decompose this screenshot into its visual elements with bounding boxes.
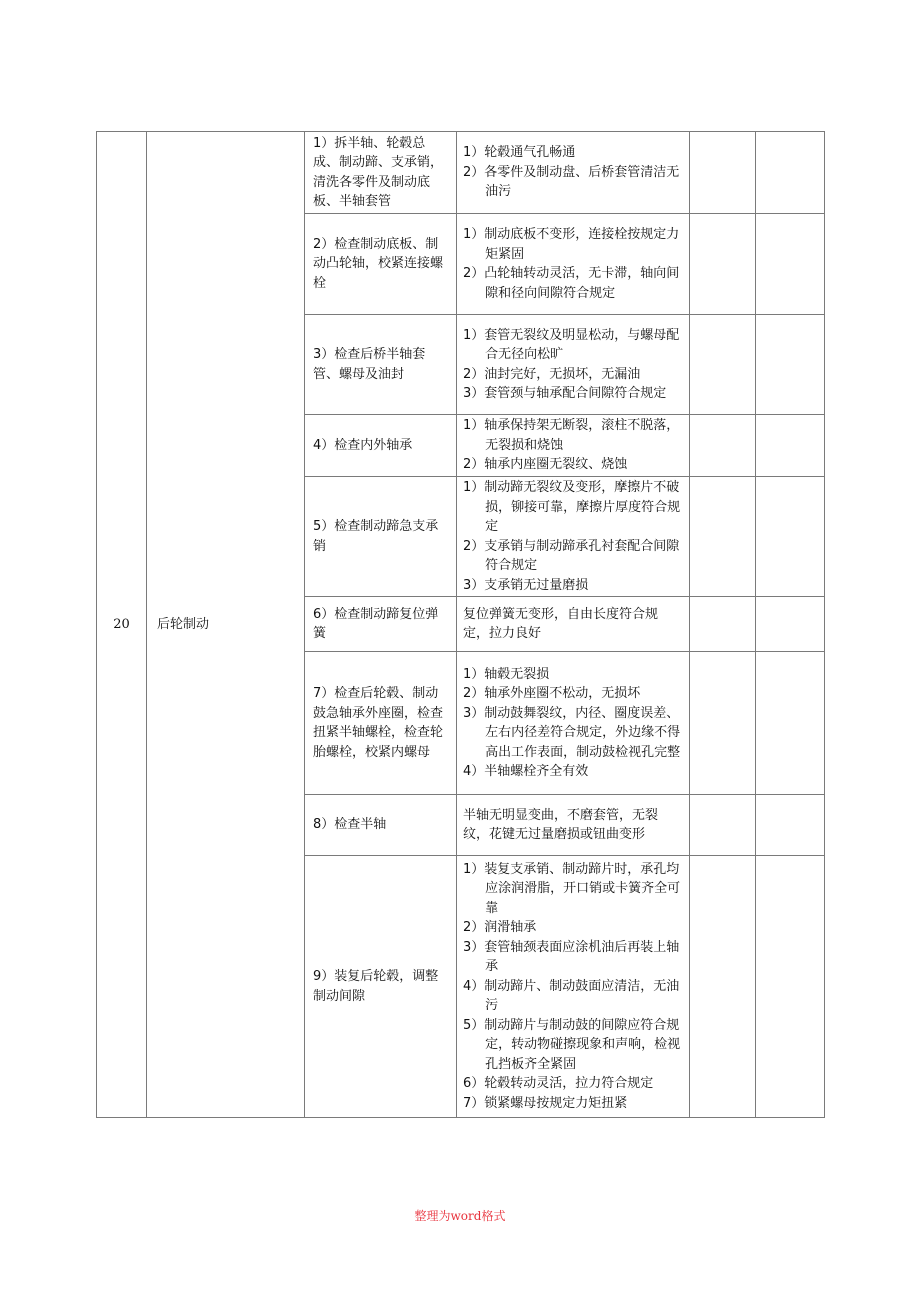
blank-col6-cell xyxy=(756,477,825,597)
blank-col6-cell xyxy=(756,315,825,415)
requirement-line: 1）轮毂通气孔畅通 xyxy=(463,145,576,161)
maintenance-table-container xyxy=(96,131,825,1118)
step-cell: 7）检查后轮毂、制动鼓急轴承外座圈，检查扭紧半轴螺栓，检查轮胎螺栓，校紧内螺母 xyxy=(305,652,457,795)
step-cell: 9）装复后轮毂，调整制动间隙 xyxy=(305,856,457,1118)
requirement-line: 2）凸轮轴转动灵活，无卡滞，轴向间隙和径向间隙符合规定 xyxy=(463,266,680,301)
requirement-line: 3）套管颈与轴承配合间隙符合规定 xyxy=(463,386,667,401)
item-name: 后轮制动 xyxy=(147,132,305,1118)
requirement-line: 1）制动底板不变形，连接栓按规定力矩紧固 xyxy=(463,227,680,262)
requirement-line: 3）制动鼓舞裂纹，内径、圈度误差、左右内径差符合规定，外边缘不得高出工作表面，制动鼓检视孔完整 xyxy=(463,705,681,760)
requirement-line: 4）制动蹄片、制动鼓面应清洁，无油污 xyxy=(463,978,680,1014)
requirement-line: 3）支承销无过量磨损 xyxy=(463,577,589,593)
requirement-cell xyxy=(457,795,690,856)
blank-col6-cell xyxy=(756,415,825,477)
requirement-line: 半轴无明显变曲，不磨套管，无裂纹，花键无过量磨损或钮曲变形 xyxy=(463,807,659,842)
blank-col5-cell xyxy=(690,315,756,415)
footer-watermark: 整理为word格式 xyxy=(414,1209,506,1223)
blank-col5-cell xyxy=(690,597,756,652)
requirement-line: 4）半轴螺栓齐全有效 xyxy=(463,764,589,779)
maintenance-table xyxy=(96,131,825,1118)
step-cell: 3）检查后桥半轴套管、螺母及油封 xyxy=(305,315,457,415)
requirement-line: 1）装复支承销、制动蹄片时，承孔均应涂润滑脂，开口销或卡簧齐全可靠 xyxy=(463,861,681,916)
table-row xyxy=(97,132,825,214)
item-number: 20 xyxy=(97,132,147,1118)
blank-col5-cell xyxy=(690,652,756,795)
requirement-line: 7）锁紧螺母按规定力矩扭紧 xyxy=(463,1095,628,1111)
requirement-line: 2）各零件及制动盘、后桥套管清洁无油污 xyxy=(463,164,680,200)
step-cell: 2）检查制动底板、制动凸轮轴，校紧连接螺栓 xyxy=(305,214,457,315)
requirement-line: 2）轴承外座圈不松动，无损坏 xyxy=(463,686,641,701)
requirement-line: 2）支承销与制动蹄承孔衬套配合间隙符合规定 xyxy=(463,538,680,573)
requirement-cell xyxy=(457,652,690,795)
blank-col6-cell xyxy=(756,856,825,1118)
step-cell: 1）拆半轴、轮毂总成、制动蹄、支承销，清洗各零件及制动底板、半轴套管 xyxy=(305,132,457,214)
step-cell: 5）检查制动蹄急支承销 xyxy=(305,477,457,597)
blank-col5-cell xyxy=(690,132,756,214)
blank-col6-cell xyxy=(756,597,825,652)
step-cell: 4）检查内外轴承 xyxy=(305,415,457,477)
requirement-line: 2）油封完好，无损坏，无漏油 xyxy=(463,366,641,382)
requirement-line: 1）套管无裂纹及明显松动，与螺母配合无径向松旷 xyxy=(463,327,680,362)
blank-col6-cell xyxy=(756,132,825,214)
requirement-line: 2）轴承内座圈无裂纹、烧蚀 xyxy=(463,457,628,473)
requirement-line: 1）轴毂无裂损 xyxy=(463,666,550,682)
requirement-line: 2）润滑轴承 xyxy=(463,920,537,936)
blank-col5-cell xyxy=(690,214,756,315)
requirement-cell xyxy=(457,132,690,214)
blank-col5-cell xyxy=(690,856,756,1118)
blank-col6-cell xyxy=(756,214,825,315)
requirement-cell xyxy=(457,856,690,1118)
requirement-line: 3）套管轴颈表面应涂机油后再装上轴承 xyxy=(463,939,680,975)
requirement-line: 1）轴承保持架无断裂，滚柱不脱落，无裂损和烧蚀 xyxy=(463,418,680,453)
blank-col6-cell xyxy=(756,652,825,795)
requirement-line: 复位弹簧无变形，自由长度符合规定，拉力良好 xyxy=(463,606,659,641)
requirement-line: 5）制动蹄片与制动鼓的间隙应符合规定，转动物碰擦现象和声响，检视孔挡板齐全紧固 xyxy=(463,1017,681,1072)
step-cell: 6）检查制动蹄复位弹簧 xyxy=(305,597,457,652)
requirement-cell xyxy=(457,597,690,652)
blank-col6-cell xyxy=(756,795,825,856)
requirement-cell xyxy=(457,477,690,597)
blank-col5-cell xyxy=(690,795,756,856)
requirement-cell xyxy=(457,415,690,477)
requirement-cell xyxy=(457,315,690,415)
requirement-line: 6）轮毂转动灵活，拉力符合规定 xyxy=(463,1076,654,1092)
requirement-line: 1）制动蹄无裂纹及变形，摩擦片不破损，铆接可靠，摩擦片厚度符合规定 xyxy=(463,480,681,534)
blank-col5-cell xyxy=(690,477,756,597)
blank-col5-cell xyxy=(690,415,756,477)
requirement-cell xyxy=(457,214,690,315)
step-cell: 8）检查半轴 xyxy=(305,795,457,856)
